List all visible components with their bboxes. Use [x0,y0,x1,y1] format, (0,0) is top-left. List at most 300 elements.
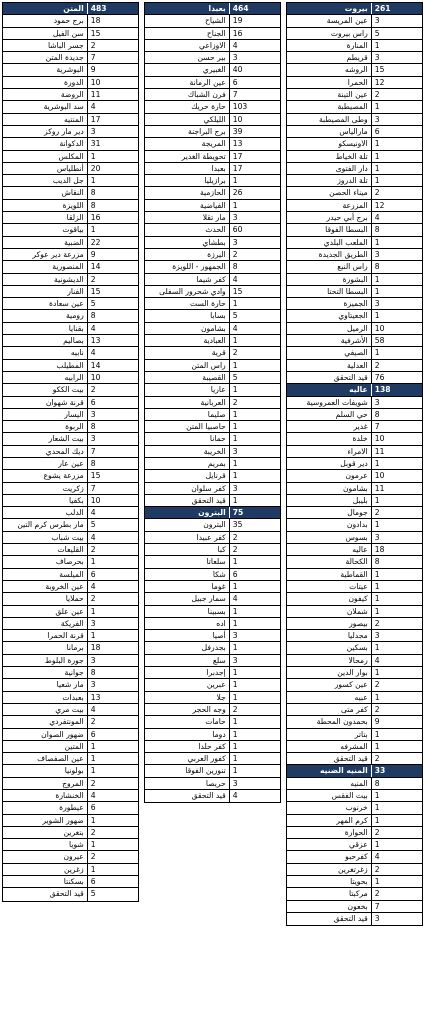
table-row [145,409,280,421]
table-row [287,261,422,273]
locality-name: عين الخروبة [3,581,88,592]
table-row [3,433,138,445]
locality-count: 1 [90,151,96,161]
table-row [145,716,280,728]
locality-name: الحازمية [145,187,230,198]
locality-name: المنارة [287,40,372,51]
locality-name: تلة الخياط [287,151,372,162]
table-row [287,77,422,89]
locality-count: 16 [90,213,101,223]
locality-name: دار الفتوى [287,163,372,174]
section-header [287,765,422,777]
locality-count: 1 [90,864,96,874]
locality-name: مار تقلا [145,212,230,223]
locality-name: سن الفيل [3,28,88,39]
locality-name: الصيفي [287,347,372,358]
table-row [287,163,422,175]
locality-name: غدير [287,421,372,432]
locality-name: حمانا [145,433,230,444]
locality-name: مارالياس [287,126,372,137]
table-row [287,347,422,359]
locality-count: 1 [374,520,380,530]
locality-name: كفر عبيدا [145,532,230,543]
locality-name: جوانية [3,667,88,678]
table-row [145,581,280,593]
locality-name: الشياح [145,15,230,26]
locality-name: شويفات العمروسية [287,397,372,408]
locality-count: 2 [374,90,380,100]
locality-name: اليسار [3,409,88,420]
locality-name: عرمون [287,470,372,481]
table-row [3,421,138,433]
locality-count: 2 [232,397,238,407]
locality-count: 11 [374,446,385,456]
table-row [287,298,422,310]
locality-count: 3 [374,532,380,542]
section-header [145,507,280,519]
locality-name: جومال [287,507,372,518]
locality-count: 1 [232,754,238,764]
locality-name: الروضة [3,89,88,100]
locality-count: 3 [90,655,96,665]
locality-count: 2 [90,852,96,862]
table-row [3,888,138,900]
table-row [287,323,422,335]
locality-count: 3 [90,409,96,419]
locality-count: 5 [232,372,238,382]
locality-count: 2 [232,704,238,714]
locality-count: 7 [90,446,96,456]
table-row [3,249,138,261]
locality-count: 10 [90,77,101,87]
table-row [145,532,280,544]
locality-name: بحرصاف [3,556,88,567]
locality-count: 8 [232,262,238,272]
table-row [287,409,422,421]
table-row [145,237,280,249]
locality-name: إجدبرا [145,667,230,678]
locality-name: برج حمود [3,15,88,26]
table-row [145,655,280,667]
locality-name: مار بطرس كرم التين [3,519,88,530]
locality-name: جورة البلوط [3,655,88,666]
table-row [145,544,280,556]
locality-count: 1 [374,286,380,296]
locality-count: 18 [90,643,101,653]
section-title: بعبدا [145,3,230,14]
locality-count: 6 [374,126,380,136]
locality-name: بيت مري [3,704,88,715]
table-row [145,606,280,618]
locality-name: عاليه [287,544,372,555]
locality-count: 7 [90,483,96,493]
locality-count: 1 [374,139,380,149]
locality-count: 4 [90,348,96,358]
locality-name: أنطلياس [3,163,88,174]
locality-name: مزرعة يشوع [3,470,88,481]
locality-name: ميناء الحصن [287,187,372,198]
table-row [3,692,138,704]
table-row [3,286,138,298]
section-total: 464 [232,4,249,13]
locality-count: 1 [232,741,238,751]
locality-name: زغرين [3,864,88,875]
locality-count: 3 [232,483,238,493]
locality-count: 8 [90,200,96,210]
locality-name: بوار الدين [287,667,372,678]
locality-count: 6 [90,803,96,813]
locality-count: 10 [374,323,385,333]
locality-name: بحويتا [287,876,372,887]
locality-name: عيطورة [3,802,88,813]
section-total: 138 [374,385,391,395]
table-row [3,606,138,618]
locality-count: 10 [90,372,101,382]
locality-name: سلع [145,655,230,666]
locality-name: فرن الشباك [145,89,230,100]
locality-count: 7 [374,422,380,432]
locality-count: 4 [90,102,96,112]
locality-name: عيتات [287,581,372,592]
table-row [287,114,422,126]
locality-name: اليرزة [145,249,230,260]
table-row [145,446,280,458]
table-row [287,569,422,581]
table-row [145,360,280,372]
locality-name: قيد التحقق [3,888,88,900]
locality-count: 1 [374,741,380,751]
table-row [3,310,138,322]
table-row [3,372,138,384]
locality-name: خرنوب [287,802,372,813]
table-row [287,655,422,667]
locality-count: 17 [90,114,101,124]
locality-name: قرنة الحمرا [3,630,88,641]
locality-count: 1 [90,840,96,850]
locality-count: 4 [232,274,238,284]
locality-name: مركبتا [287,888,372,899]
locality-name: بيت الفقس [287,790,372,801]
table-row [3,864,138,876]
locality-name: الكحالة [287,556,372,567]
table-row [145,519,280,531]
locality-name: راس النبع [287,261,372,272]
section-title: بيروت [287,3,372,14]
table-row [3,741,138,753]
locality-count: 2 [90,594,96,604]
locality-name: العدلية [287,360,372,371]
table-row [3,827,138,839]
locality-count: 15 [90,286,101,296]
table-row [287,729,422,741]
locality-name: الربوة [3,421,88,432]
locality-count: 60 [232,225,243,235]
table-row [287,274,422,286]
locality-name: الخريبة [145,446,230,457]
locality-count: 76 [374,372,385,382]
locality-name: غوما [145,581,230,592]
table-row [3,851,138,863]
table-row [3,667,138,679]
table-row [287,593,422,605]
locality-name: بسابا [145,310,230,321]
locality-name: العربانية [145,397,230,408]
locality-name: سمار جبيل [145,593,230,604]
locality-name: كفور العربي [145,753,230,764]
locality-count: 1 [232,680,238,690]
locality-name: تلة الدروز [287,175,372,186]
locality-name: القماطية [287,569,372,580]
locality-count: 1 [90,754,96,764]
locality-name: بليبل [287,495,372,506]
table-row [145,495,280,507]
locality-count: 3 [232,213,238,223]
table-row [145,64,280,76]
locality-name: الجمهور - اللويزة [145,261,230,272]
table-row [145,114,280,126]
table-row [3,323,138,335]
locality-name: الضبية [3,237,88,248]
locality-count: 4 [232,323,238,333]
locality-count: 2 [90,385,96,395]
table-row [3,409,138,421]
table-row [287,618,422,630]
locality-count: 9 [90,65,96,75]
table-row [145,163,280,175]
locality-name: عيرون [3,851,88,862]
locality-name: النقاش [3,187,88,198]
locality-count: 1 [374,668,380,678]
table-row [145,372,280,384]
table-row [3,458,138,470]
locality-count: 20 [90,163,101,173]
locality-count: 5 [374,28,380,38]
locality-name: المصيطبة [287,101,372,112]
locality-count: 1 [90,815,96,825]
locality-count: 6 [232,77,238,87]
locality-count: 4 [232,594,238,604]
locality-name: الميلسة [3,569,88,580]
locality-count: 1 [232,409,238,419]
locality-count: 4 [374,655,380,665]
table-row [3,28,138,40]
locality-count: 2 [374,704,380,714]
table-row [145,729,280,741]
locality-name: الروشه [287,64,372,75]
locality-count: 3 [90,618,96,628]
table-row [145,593,280,605]
table-row [145,310,280,322]
locality-count: 10 [232,114,243,124]
table-row [287,827,422,839]
table-row [145,470,280,482]
locality-count: 1 [374,176,380,186]
table-row [3,446,138,458]
table-row [145,77,280,89]
table-row [287,778,422,790]
table-row [145,224,280,236]
locality-name: الامراء [287,446,372,457]
locality-name: الليلكي [145,114,230,125]
table-row [3,298,138,310]
table-row [287,52,422,64]
section-total: 75 [232,508,244,518]
locality-count: 1 [374,803,380,813]
locality-name: قرية [145,347,230,358]
locality-count: 39 [232,126,243,136]
locality-name: عين عار [3,458,88,469]
locality-name: قيد التحقق [145,495,230,506]
locality-name: تنورين الفوقا [145,765,230,776]
locality-count: 1 [90,176,96,186]
table-row [3,274,138,286]
locality-count: 1 [374,163,380,173]
locality-name: بيت شباب [3,532,88,543]
locality-name: مزرعة دير عوكر [3,249,88,260]
table-row [3,556,138,568]
table-row [287,704,422,716]
locality-count: 8 [374,262,380,272]
table-row [287,249,422,261]
table-row [3,175,138,187]
locality-name: حملايا [3,593,88,604]
locality-count: 4 [90,704,96,714]
table-row [3,839,138,851]
table-row [145,642,280,654]
locality-name: عين التينة [287,89,372,100]
locality-count: 3 [90,126,96,136]
locality-count: 103 [232,102,248,112]
table-row [3,224,138,236]
table-row [145,249,280,261]
table-row [3,532,138,544]
locality-count: 9 [374,717,380,727]
table-row [3,384,138,396]
locality-count: 1 [232,458,238,468]
locality-name: بيصور [287,618,372,629]
table-row [145,458,280,470]
locality-name: بسكنتا [3,876,88,887]
locality-name: المريجة [145,138,230,149]
locality-name: الأشرفية [287,335,372,346]
locality-name: البسطا الفوقا [287,224,372,235]
table-row [3,347,138,359]
table-row [3,630,138,642]
locality-name: بيت الشعار [3,433,88,444]
table-row [3,64,138,76]
locality-name: بيت الككو [3,384,88,395]
locality-name: حي السلم [287,409,372,420]
locality-name: جل الديب [3,175,88,186]
locality-name: عاريا [145,384,230,395]
locality-name: المنيه [287,778,372,789]
table-row [145,569,280,581]
locality-name: الغبيري [145,64,230,75]
locality-count: 7 [90,53,96,63]
locality-count: 6 [90,729,96,739]
table-row [3,790,138,802]
locality-name: بتاتر [287,729,372,740]
table-row [145,40,280,52]
locality-count: 7 [374,901,380,911]
locality-name: زغرتغرين [287,864,372,875]
locality-count: 2 [374,188,380,198]
table-row [145,151,280,163]
table-row [287,839,422,851]
locality-name: بير حسن [145,52,230,63]
locality-name: وادي شحرور السفلى [145,286,230,297]
table-row [145,335,280,347]
locality-name: بجدرفل [145,642,230,653]
table-row [3,360,138,372]
locality-name: مجدليا [287,630,372,641]
table-row [3,753,138,765]
locality-count: 3 [232,53,238,63]
table-row [3,200,138,212]
locality-count: 13 [232,139,243,149]
table-row [287,458,422,470]
locality-count: 1 [232,385,238,395]
locality-count: 14 [90,360,101,370]
table-row [287,446,422,458]
locality-name: قيد التحقق [287,753,372,764]
locality-name: الطريق الجديدة [287,249,372,260]
table-row [287,667,422,679]
locality-count: 1 [374,348,380,358]
table-row [287,175,422,187]
section-header [287,3,422,15]
locality-name: وطى المصيطبة [287,114,372,125]
locality-count: 1 [90,631,96,641]
locality-count: 8 [90,311,96,321]
section-title: المنيه الضنيه [287,765,372,776]
locality-count: 1 [374,643,380,653]
table-row [287,901,422,913]
locality-name: بسبينا [145,606,230,617]
locality-name: الجعيتاوي [287,310,372,321]
locality-count: 15 [90,28,101,38]
locality-name: رمحالا [287,655,372,666]
locality-count: 2 [374,508,380,518]
section-total: 483 [90,4,107,13]
locality-name: كيفون [287,593,372,604]
locality-count: 3 [232,237,238,247]
locality-count: 19 [232,16,243,26]
table-row [145,397,280,409]
section-total: 261 [374,4,391,13]
locality-name: الملعب البلدي [287,237,372,248]
table-row [287,138,422,150]
locality-name: خلدة [287,433,372,444]
locality-count: 26 [232,188,243,198]
locality-count: 2 [374,360,380,370]
locality-count: 3 [374,53,380,63]
locality-name: الدورة [3,77,88,88]
table-row [3,802,138,814]
locality-name: شملان [287,606,372,617]
locality-name: رومية [3,310,88,321]
locality-count: 1 [90,225,96,235]
table-row [3,126,138,138]
locality-name: قريطم [287,52,372,63]
table-row [145,15,280,27]
locality-name: بشامون [145,323,230,334]
locality-count: 2 [90,40,96,50]
locality-count: 1 [232,200,238,210]
table-row [3,163,138,175]
locality-name: الحدث [145,224,230,235]
table-row [287,483,422,495]
